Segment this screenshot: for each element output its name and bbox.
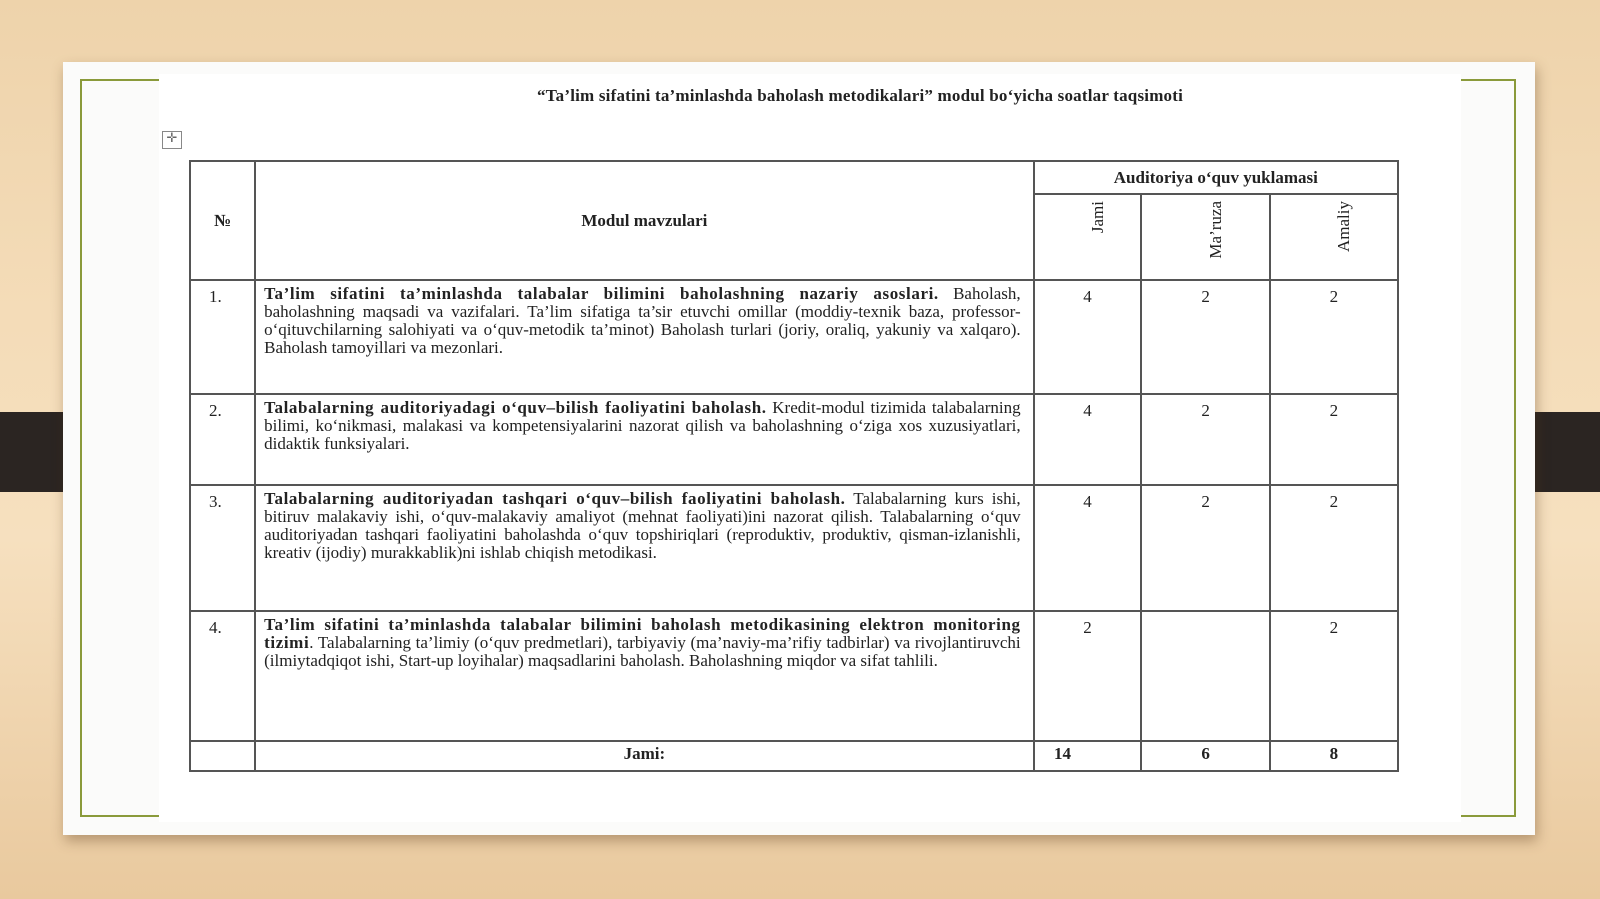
row-lecture: 2 (1141, 394, 1269, 485)
row-practice: 2 (1270, 280, 1398, 394)
table-row (190, 280, 1398, 394)
header-number: № (190, 161, 255, 280)
total-blank (190, 741, 255, 771)
row-number: 4. (190, 611, 255, 741)
row-topic: Talabalarning auditoriyadan tashqari o‘quv–bilish faoliyatini baholash. Talabalarning kurs ishi, bitiruv malakaviy ishi, o‘quv-malakaviy amaliyot (mehnat faoliyati)ini nazorat qilish. Talabalarning o‘quv auditoriyadan tashqari faoliyatini baholashda o‘quv topshiriqlari (reproduktiv, produktiv, qisman-izlanishli, kreativ (ijodiy) murakkablik)ni ishlab chiqish metodikasi. (255, 485, 1034, 611)
table-row (190, 485, 1398, 611)
header-total: Jami (1034, 194, 1142, 280)
row-total: 4 (1034, 394, 1142, 485)
total-label: Jami: (255, 741, 1034, 771)
document-title: “Ta’lim sifatini ta’minlashda baholash metodikalari” modul bo‘yicha soatlar taqsimoti (536, 86, 1184, 105)
total-sum: 14 (1034, 741, 1142, 771)
row-number: 1. (190, 280, 255, 394)
header-topics: Modul mavzulari (255, 161, 1034, 280)
row-number: 3. (190, 485, 255, 611)
header-practice: Amaliy (1270, 194, 1398, 280)
hours-table (189, 160, 1399, 772)
header-lecture: Ma’ruza (1141, 194, 1269, 280)
row-practice: 2 (1270, 611, 1398, 741)
table-row (190, 611, 1398, 741)
table-row (190, 394, 1398, 485)
row-number: 2. (190, 394, 255, 485)
row-lecture: 2 (1141, 485, 1269, 611)
row-lecture: 2 (1141, 280, 1269, 394)
row-total: 4 (1034, 280, 1142, 394)
document-page (159, 74, 1461, 822)
row-practice: 2 (1270, 394, 1398, 485)
slide (63, 62, 1535, 835)
row-topic: Ta’lim sifatini ta’minlashda talabalar bilimini baholashning nazariy asoslari. Baholash, baholashning maqsadi va vazifalari. Ta’lim sifatiga ta’sir etuvchi omillar (moddiy-texnik baza, professor-o‘qituvchilarning salohiyati va o‘quv-metodik ta’minot) Baholash turlari (joriy, oraliq, yakuniy va xalqaro). Baholash tamoyillari va mezonlari. (255, 280, 1034, 394)
row-topic: Ta’lim sifatini ta’minlashda talabalar bilimini baholash metodikasining elektron monitoring tizimi. Talabalarning ta’limiy (o‘quv predmetlari), tarbiyaviy (ma’naviy-ma’rifiy tadbirlar) va rivojlantiruvchi (ilmiytadqiqot ishi, Start-up loyihalar) maqsadlarini baholash. Baholashning miqdor va sifat tahlili. (255, 611, 1034, 741)
table-move-handle-icon[interactable]: ✛ (162, 131, 182, 149)
row-topic: Talabalarning auditoriyadagi o‘quv–bilish faoliyatini baholash. Kredit-modul tizimida talabalarning bilimi, ko‘nikmasi, malakasi va kompetensiyalarini nazorat qilish va baholashning o‘ziga xos xuzusiyatlari, didaktik funksiyalari. (255, 394, 1034, 485)
total-lecture: 6 (1141, 741, 1269, 771)
row-total: 2 (1034, 611, 1142, 741)
table-total-row (190, 741, 1398, 771)
table-header-row (190, 161, 1398, 194)
row-practice: 2 (1270, 485, 1398, 611)
row-lecture (1141, 611, 1269, 741)
header-group: Auditoriya o‘quv yuklamasi (1034, 161, 1398, 194)
row-total: 4 (1034, 485, 1142, 611)
total-practice: 8 (1270, 741, 1398, 771)
